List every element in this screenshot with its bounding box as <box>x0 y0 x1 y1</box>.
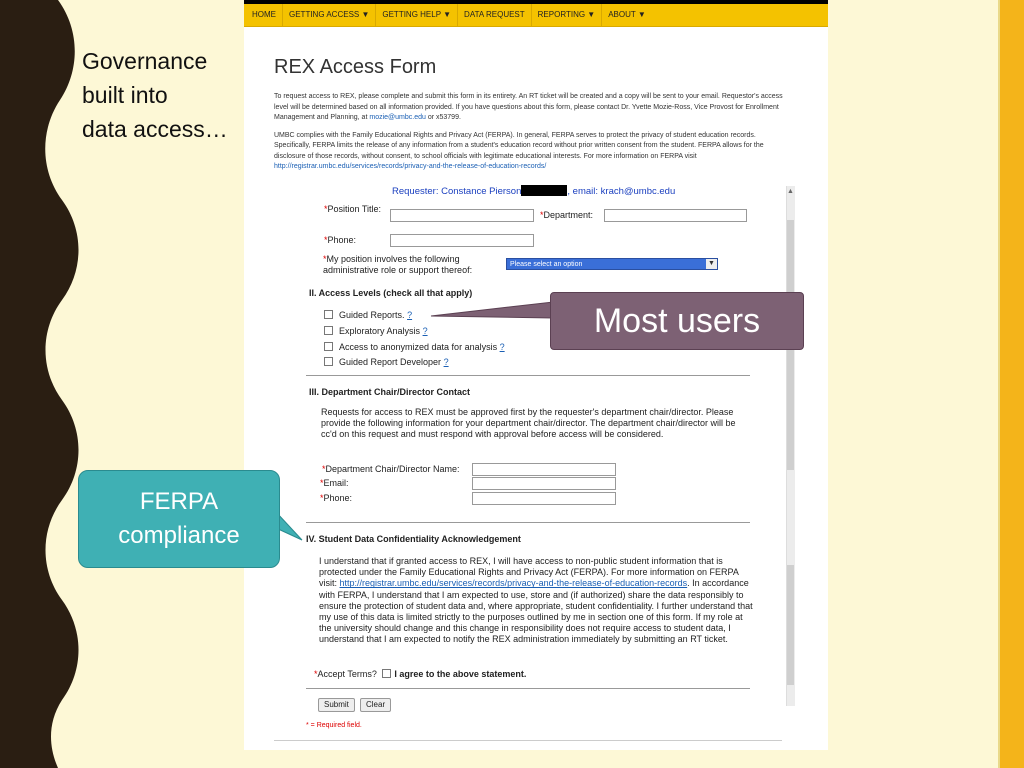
intro-paragraph-1 <box>274 92 794 124</box>
nav-bar <box>244 4 828 27</box>
callout-ferpa-line-2: compliance <box>118 522 240 549</box>
accept-terms-checkbox[interactable] <box>382 669 391 678</box>
clear-button[interactable]: Clear <box>360 698 391 712</box>
divider <box>306 522 750 523</box>
checkbox[interactable] <box>324 310 333 319</box>
intro-2-text: UMBC complies with the Family Educational Rights and Privacy Act (FERPA). In general, FERPA serves to protect the privacy of student education records. Specifically, FERPA limits the release of any information from a student's education record without prior written consent from the student. FERPA allows for the disclosure of those records, without consent, to school officials with legitimate educational interests. For more information on FERPA visit <box>274 131 764 160</box>
form-screenshot <box>244 0 828 750</box>
nav-home[interactable]: HOME <box>246 4 283 26</box>
callout-ferpa-line-1: FERPA <box>139 488 219 515</box>
access-option-exploratory[interactable]: Exploratory Analysis ? <box>324 326 428 336</box>
intro-1-tail: or x53799. <box>425 114 461 121</box>
nav-about[interactable]: ABOUT ▼ <box>608 10 646 19</box>
accept-terms-row: *Accept Terms? I agree to the above statement. <box>314 669 527 679</box>
nav-reporting[interactable]: REPORTING ▼ <box>532 4 603 26</box>
form-intro <box>274 92 794 180</box>
requester-name: Requester: Constance Pierson <box>392 186 522 197</box>
nav-data-request[interactable]: DATA REQUEST <box>458 4 532 26</box>
slide-title-line-3: data access… <box>82 116 228 142</box>
access-option-anonymized[interactable]: Access to anonymized data for analysis ? <box>324 342 505 352</box>
role-select[interactable]: Please select an option ▼ <box>506 258 718 270</box>
redaction-bar <box>521 185 567 196</box>
department-input[interactable] <box>604 209 747 222</box>
divider <box>306 688 750 689</box>
access-option-guided-reports[interactable]: Guided Reports. ? <box>324 310 412 320</box>
chair-contact-heading: III. Department Chair/Director Contact <box>309 387 471 397</box>
help-icon[interactable]: ? <box>422 326 428 336</box>
checkbox[interactable] <box>324 326 333 335</box>
requester-email: , email: krach@umbc.edu <box>567 186 676 197</box>
ferpa-link[interactable]: http://registrar.umbc.edu/services/records/privacy-and-the-release-of-education-records/ <box>274 163 547 170</box>
position-title-input[interactable] <box>390 209 534 222</box>
help-icon[interactable]: ? <box>499 342 505 352</box>
help-icon[interactable]: ? <box>443 357 449 367</box>
callout-most-users: Most users <box>550 292 804 350</box>
chair-name-input[interactable] <box>472 463 616 476</box>
confidentiality-text: I understand that if granted access to REX, I will have access to non-public student information that is protected under the Family Educational Rights and Privacy Act (FERPA). For more information on FERPA visit: http://registrar.umbc.edu/services/records/privacy-and-the-release-of-education-records. In accordance with FERPA, I understand that I am expected to use, store and (if authorized) share the data responsibly to ensure the protection of student data and, where appropriate, student confidentiality. I further understand that my use of this data is limited strictly to the purposes outlined by me in section one of this form. If my role at the university should change and this change in responsibility does not require access to student data, I understand that I am expected to notify the REX administration immediately by submitting an RT ticket. <box>319 556 753 645</box>
agree-label: I agree to the above statement. <box>394 669 527 679</box>
intro-paragraph-2 <box>274 131 794 173</box>
required-field-note: * = Required field. <box>306 722 362 729</box>
help-icon[interactable]: ? <box>407 310 413 320</box>
slide-title <box>82 44 242 146</box>
contact-email-link[interactable]: mozie@umbc.edu <box>369 114 426 121</box>
chair-email-input[interactable] <box>472 477 616 490</box>
scrollbar-thumb-lower[interactable] <box>787 565 794 685</box>
footer-divider <box>274 740 782 741</box>
chevron-down-icon: ▼ <box>706 259 717 269</box>
submit-button[interactable]: Submit <box>318 698 355 712</box>
chair-email-label: *Email: <box>320 478 349 488</box>
requester-line <box>392 185 675 197</box>
chair-name-label: *Department Chair/Director Name: <box>322 464 460 474</box>
nav-getting-access[interactable]: GETTING ACCESS ▼ <box>283 4 376 26</box>
slide-title-line-1: Governance <box>82 48 208 74</box>
nav-getting-help[interactable]: GETTING HELP ▼ <box>376 4 458 26</box>
scroll-up-icon[interactable]: ▲ <box>787 188 794 195</box>
checkbox[interactable] <box>324 357 333 366</box>
access-option-report-developer[interactable]: Guided Report Developer ? <box>324 357 449 367</box>
chair-phone-label: *Phone: <box>320 493 353 503</box>
department-label: *Department: <box>540 210 594 220</box>
slide-title-line-2: built into <box>82 82 168 108</box>
confidentiality-heading: IV. Student Data Confidentiality Acknowledgement <box>306 534 521 544</box>
checkbox[interactable] <box>324 342 333 351</box>
decorative-wave-band <box>0 0 90 768</box>
position-title-label: *Position Title: <box>324 204 382 214</box>
right-accent-band <box>1000 0 1024 768</box>
callout-ferpa-compliance <box>78 470 280 568</box>
phone-input[interactable] <box>390 234 534 247</box>
intro-1-text: To request access to REX, please complete and submit this form in its entirety. An RT ticket will be created and a copy will be sent to your email. Requestor's access level will be determined based on all information provided. If you have questions about this form, please contact Dr. Yvette Mozie-Ross, Vice Provost for Enrollment Management and Planning, at <box>274 93 783 121</box>
accept-terms-label: Accept Terms? <box>317 669 377 679</box>
chair-contact-text: Requests for access to REX must be approved first by the requester's department chair/director. Please provide the following information for your department chair/director. The department chair/director will be cc'd on this request and must respond with approval before access will be considered. <box>321 407 736 440</box>
role-label: *My position involves the following administrative role or support thereof: <box>323 254 473 275</box>
access-levels-heading: II. Access Levels (check all that apply) <box>309 288 473 298</box>
form-title: REX Access Form <box>274 56 437 78</box>
chair-phone-input[interactable] <box>472 492 616 505</box>
divider <box>306 375 750 376</box>
confidentiality-ferpa-link[interactable]: http://registrar.umbc.edu/services/records/privacy-and-the-release-of-education-records <box>339 578 688 589</box>
phone-label: *Phone: <box>324 235 357 245</box>
